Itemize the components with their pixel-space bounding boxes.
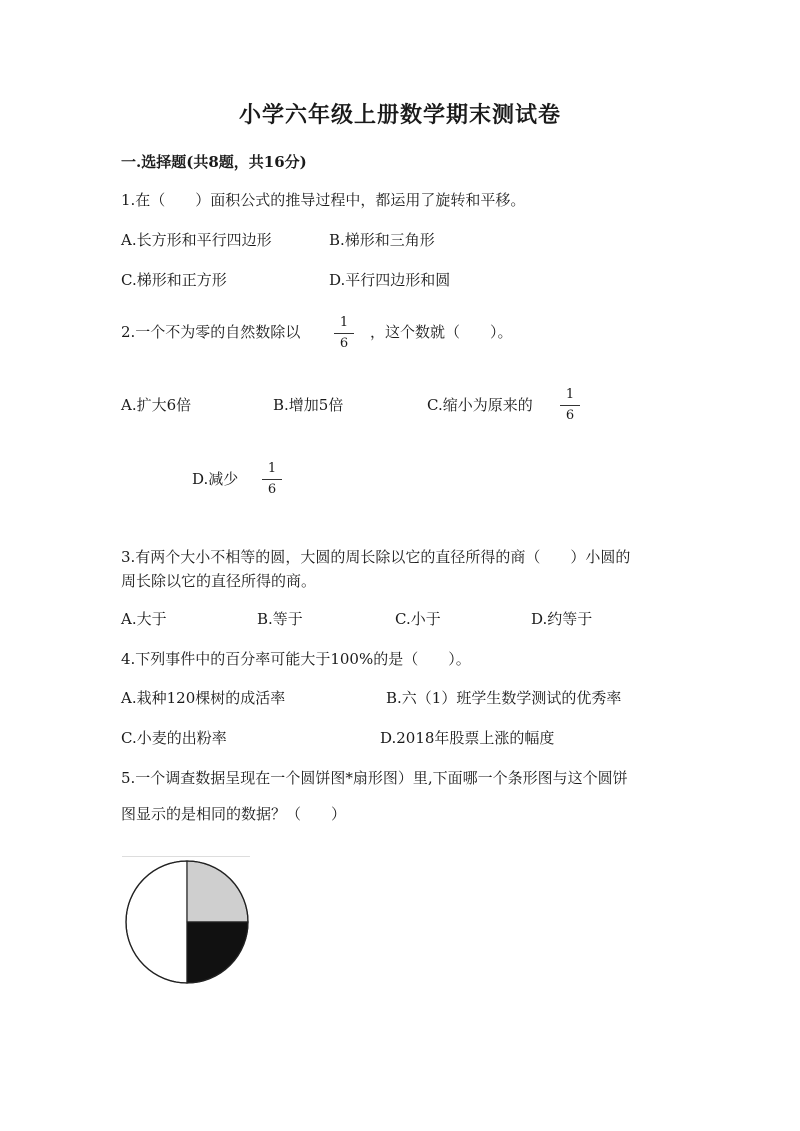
question-2-option-c: C.缩小为原来的 [427,396,533,414]
pie-slice-black [187,922,248,983]
question-2-stem-start: 2.一个不为零的自然数除以 [121,323,301,341]
question-3-stem-line2: 周长除以它的直径所得的商。 [121,572,317,590]
question-1-stem: 1.在（ ）面积公式的推导过程中，都运用了旋转和平移。 [121,191,526,209]
question-1-option-b: B.梯形和三角形 [329,231,435,249]
fraction-numerator: 1 [560,387,580,406]
question-2-option-b: B.增加5倍 [273,396,344,414]
fraction-denominator: 6 [339,336,349,351]
pie-chart-figure [122,856,252,986]
option-d-fraction [262,461,282,498]
question-2-fraction [334,315,354,352]
question-2-option-d: D.减少 [192,470,239,488]
fraction-numerator: 1 [334,315,354,334]
question-3-option-b: B.等于 [257,610,303,628]
fraction-numerator: 1 [262,461,282,480]
fraction-denominator: 6 [267,482,277,497]
question-4-option-b: B.六（1）班学生数学测试的优秀率 [386,689,622,707]
question-3-option-a: A.大于 [121,610,167,628]
pie-slice-gray [187,861,248,922]
question-1-option-c: C.梯形和正方形 [121,271,227,289]
question-2-stem-end: ，这个数就（ ）。 [370,323,513,341]
question-3-option-d: D.约等于 [531,610,593,628]
figure-top-rule [122,856,250,857]
question-5-stem-line2: 图显示的是相同的数据？（ ） [121,805,347,823]
pie-slice-white [126,861,187,983]
question-3-option-c: C.小于 [395,610,441,628]
option-c-fraction [560,387,580,424]
question-1-option-d: D.平行四边形和圆 [329,271,451,289]
question-4-option-a: A.栽种120棵树的成活率 [121,689,286,707]
pie-chart [122,856,252,986]
fraction-denominator: 6 [565,408,575,423]
question-4-option-c: C.小麦的出粉率 [121,729,227,747]
question-4-stem: 4.下列事件中的百分率可能大于100%的是（ ）。 [121,650,471,668]
section-heading: 一.选择题(共8题，共16分) [121,153,307,171]
page-title: 小学六年级上册数学期末测试卷 [238,102,561,128]
question-3-stem-line1: 3.有两个大小不相等的圆，大圆的周长除以它的直径所得的商（ ）小圆的 [121,548,631,566]
question-1-option-a: A.长方形和平行四边形 [121,231,272,249]
question-5-stem-line1: 5.一个调查数据呈现在一个圆饼图*扇形图）里,下面哪一个条形图与这个圆饼 [121,769,628,787]
question-2-option-a: A.扩大6倍 [121,396,192,414]
question-4-option-d: D.2018年股票上涨的幅度 [380,729,555,747]
